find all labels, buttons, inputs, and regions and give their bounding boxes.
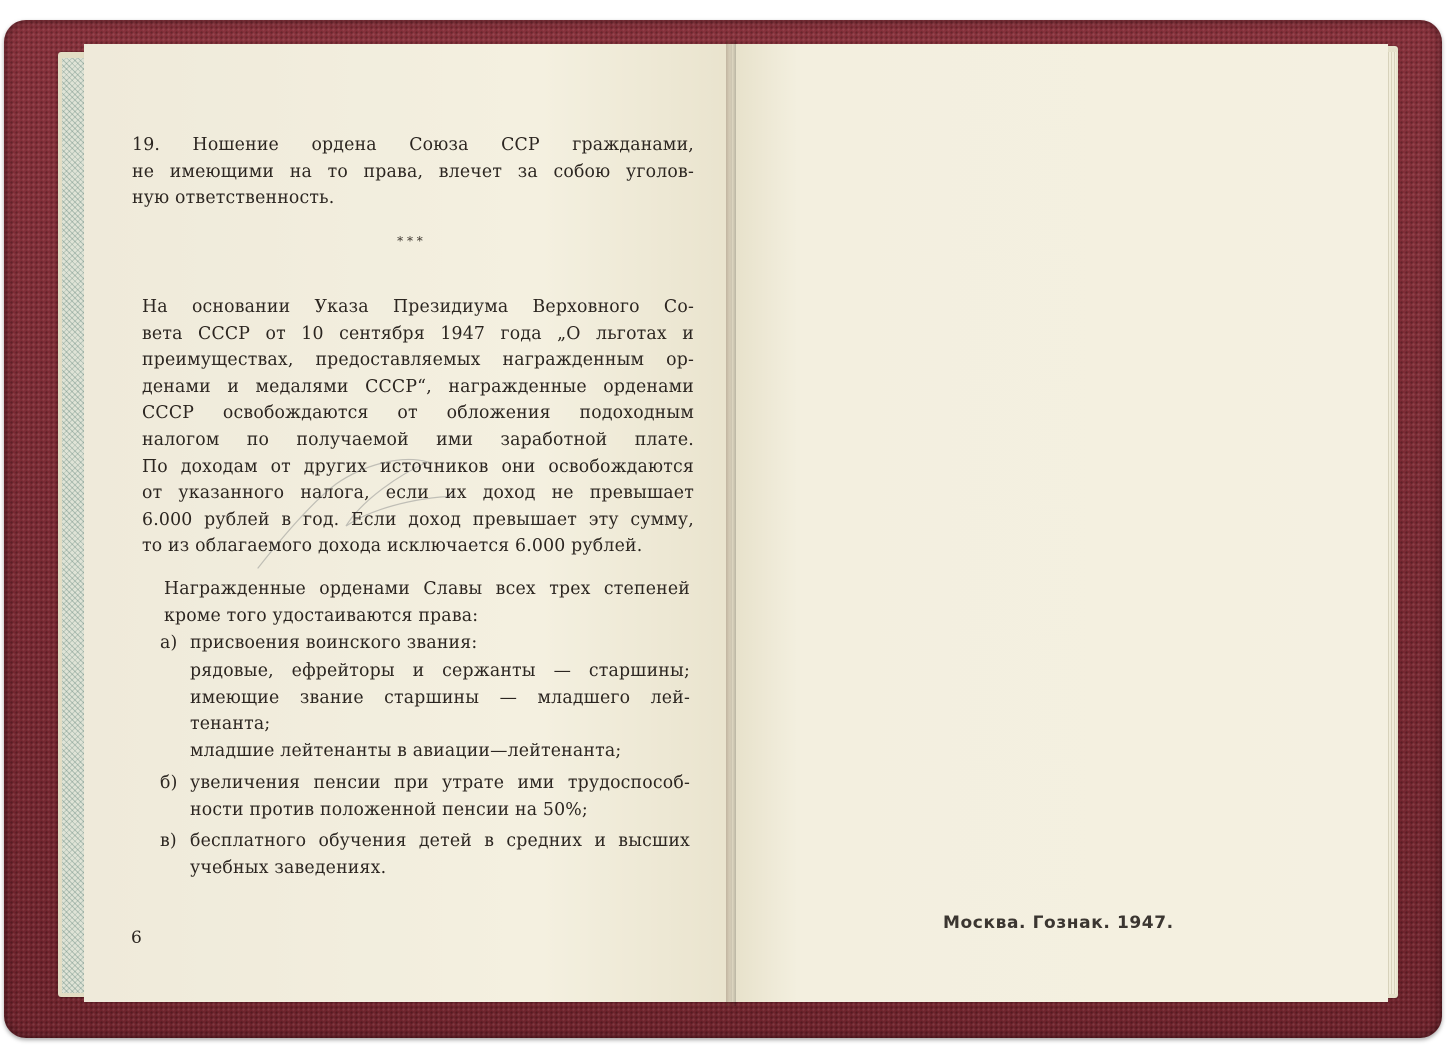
slava-order-paragraph xyxy=(164,576,690,629)
text-line: имеющие звание старшины — младшего лей- xyxy=(190,687,690,708)
text-line: СССР освобождаются от обложения подоходным xyxy=(142,403,694,424)
text-line: ности против положенной пенсии на 50%; xyxy=(190,799,588,820)
text-line: По доходам от других источников они освобождаются xyxy=(142,456,694,477)
list-item-text xyxy=(190,770,690,823)
text-line: ную ответственность. xyxy=(132,188,335,209)
text-line: вета СССР от 10 сентября 1947 года „О льготах и xyxy=(142,323,694,344)
decree-paragraph xyxy=(142,294,694,560)
text-line: На основании Указа Президиума Верховного Со- xyxy=(142,297,694,317)
text-line: от указанного налога, если их доход не превышает xyxy=(142,483,694,504)
list-item-a-subitems xyxy=(190,658,690,764)
text-line: младшие лейтенанты в авиации—лейтенанта; xyxy=(190,740,622,761)
text-line: присвоения воинского звания: xyxy=(190,633,478,653)
text-line: не имеющими на то права, влечет за собою уголов- xyxy=(132,161,694,182)
text-line: тенанта; xyxy=(190,714,271,735)
page-number: 6 xyxy=(131,928,142,948)
text-line: денами и медалями СССР“, награжденные орденами xyxy=(142,376,694,397)
text-line: налогом по получаемой ими заработной плате. xyxy=(142,429,694,450)
list-item-text xyxy=(190,630,690,657)
text-line: рядовые, ефрейторы и сержанты — старшины; xyxy=(190,661,690,681)
list-item-text xyxy=(190,828,690,881)
right-page-edges xyxy=(1388,52,1396,994)
list-marker: а) xyxy=(160,633,178,653)
text-line: учебных заведениях. xyxy=(190,857,387,878)
text-line: Награжденные орденами Славы всех трех степеней xyxy=(164,579,690,599)
right-page xyxy=(732,44,1388,1002)
text-line: 6.000 рублей в год. Если доход превышает эту сумму, xyxy=(142,509,694,530)
list-marker: в) xyxy=(160,831,177,851)
asterism-separator: * * * xyxy=(397,234,423,248)
text-line: то из облагаемого дохода исключается 6.000 рублей. xyxy=(142,536,643,557)
text-line: кроме того удостаиваются права: xyxy=(164,605,479,626)
book-gutter xyxy=(726,40,736,1006)
article-19-paragraph xyxy=(132,132,694,212)
text-line: увеличения пенсии при утрате ими трудоспособ- xyxy=(190,773,690,793)
text-line: преимуществах, предоставляемых награжденным ор- xyxy=(142,350,694,371)
text-line: 19. Ношение ордена Союза ССР гражданами, xyxy=(132,135,694,155)
text-line: бесплатного обучения детей в средних и высших xyxy=(190,831,690,851)
publisher-imprint: Москва. Гознак. 1947. xyxy=(943,913,1174,933)
list-marker: б) xyxy=(160,773,178,793)
